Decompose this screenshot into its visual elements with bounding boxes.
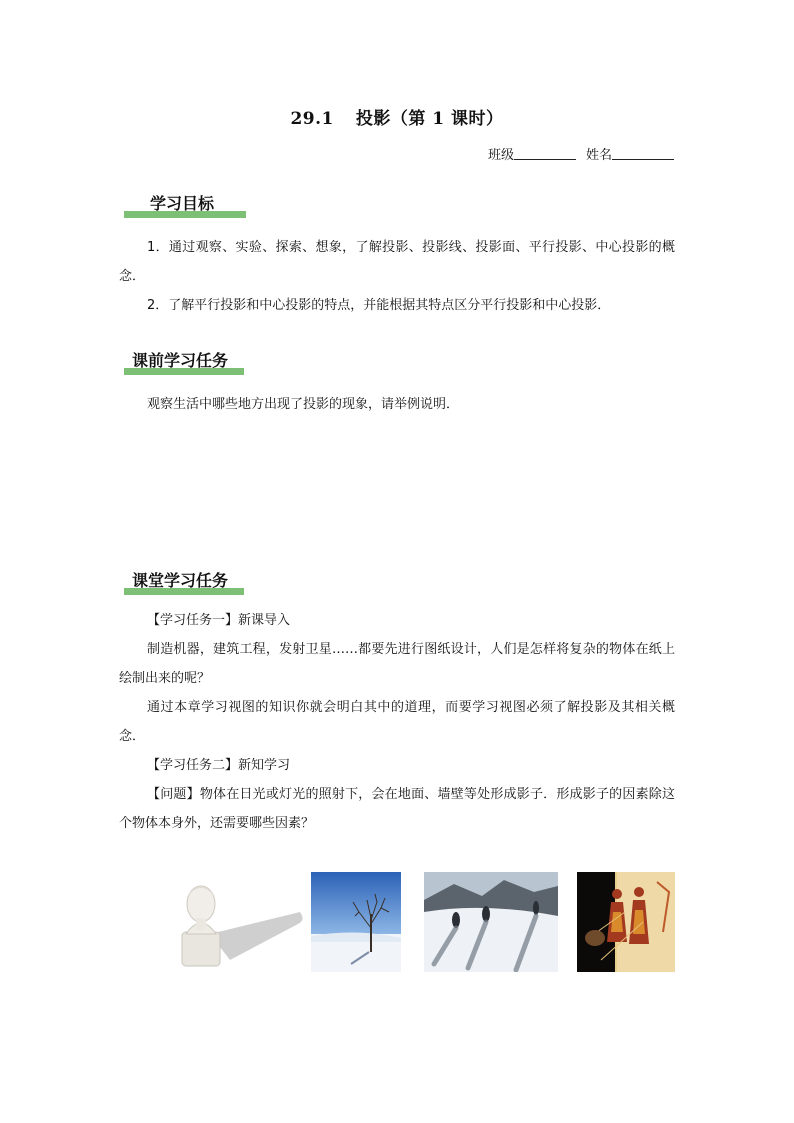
inclass-heading (124, 571, 232, 591)
preclass-heading (124, 351, 232, 371)
task2-label: 【学习任务二】新知学习 (147, 758, 291, 773)
shadow-images-row (170, 872, 680, 972)
page-title (0, 104, 794, 129)
preclass-text: 观察生活中哪些地方出现了投影的现象，请举例说明． (147, 397, 460, 412)
inclass-title: 课堂学习任务 (132, 571, 229, 590)
task1-paragraph-1: 制造机器，建筑工程，发射卫星……都要先进行图纸设计，人们是怎样将复杂的物体在纸上绘制出来的呢？ (119, 642, 675, 686)
name-label: 姓名 (585, 148, 612, 163)
bust-shadow-image (170, 872, 305, 972)
objective-item: 2．了解平行投影和中心投影的特点，并能根据其特点区分平行投影和中心投影． (147, 298, 611, 313)
question-text: 【问题】物体在日光或灯光的照射下，会在地面、墙壁等处形成影子．形成影子的因素除这个物体本身外，还需要哪些因素？ (119, 787, 675, 831)
objective-item: 1．通过观察、实验、探索、想象，了解投影、投影线、投影面、平行投影、中心投影的概念． (119, 240, 675, 284)
task1-label: 【学习任务一】新课导入 (147, 613, 291, 628)
lesson-title: 投影（第 1 课时） (355, 109, 504, 129)
objectives-title: 学习目标 (150, 194, 215, 213)
name-blank[interactable] (612, 147, 674, 160)
objectives-heading (124, 194, 218, 214)
class-blank[interactable] (514, 147, 576, 160)
shadow-puppet-image (577, 872, 675, 972)
task1-paragraph-2: 通过本章学习视图的知识你就会明白其中的道理，而要学习视图必须了解投影及其相关概念． (119, 700, 675, 744)
class-label: 班级 (487, 148, 514, 163)
lesson-number: 29.1 (290, 109, 334, 129)
objectives-list (119, 233, 675, 320)
preclass-title: 课前学习任务 (132, 351, 229, 370)
inclass-content (119, 606, 675, 838)
class-name-line (488, 144, 674, 163)
snow-tree-image (311, 872, 401, 972)
skiers-shadow-image (424, 872, 558, 972)
